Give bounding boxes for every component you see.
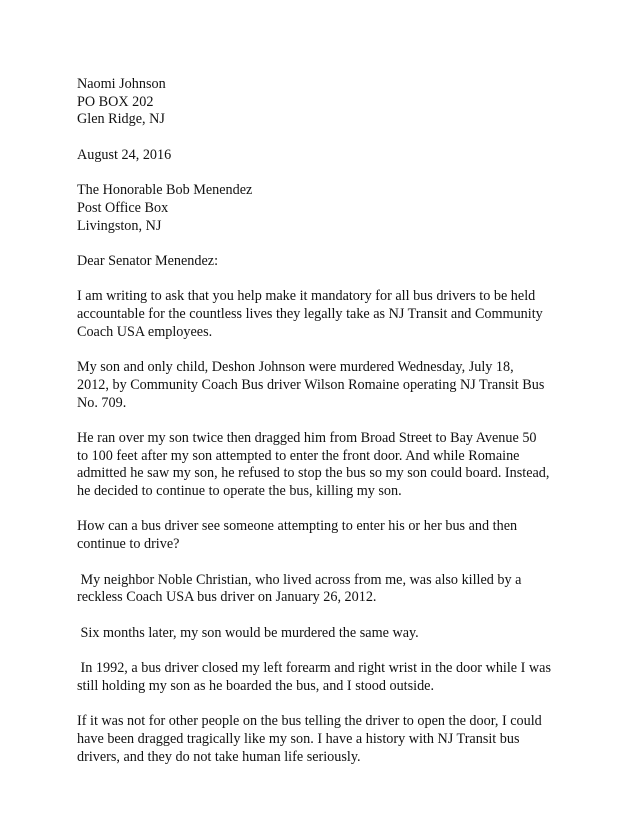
- recipient-name: The Honorable Bob Menendez: [77, 182, 253, 199]
- paragraph-line: In 1992, a bus driver closed my left forearm and right wrist in the door while I was: [77, 660, 551, 677]
- paragraph-line: accountable for the countless lives they legally take as NJ Transit and Community: [77, 306, 543, 323]
- salutation-text: Dear Senator Menendez:: [77, 252, 219, 269]
- paragraph-line: 2012, by Community Coach Bus driver Wilson Romaine operating NJ Transit Bus: [77, 376, 545, 393]
- recipient-address-line2: Livingston, NJ: [77, 217, 162, 234]
- paragraph-7: [77, 660, 565, 695]
- paragraph-5: [77, 572, 565, 607]
- sender-address-line1: PO BOX 202: [77, 93, 154, 110]
- paragraph-line: have been dragged tragically like my son. I have a history with NJ Transit bus: [77, 730, 520, 747]
- paragraph-6: [77, 625, 565, 643]
- paragraph-line: drivers, and they do not take human life seriously.: [77, 748, 361, 765]
- paragraph-line: to 100 feet after my son attempted to enter the front door. And while Romaine: [77, 447, 520, 464]
- paragraph-line: admitted he saw my son, he refused to stop the bus so my son could board. Instead,: [77, 465, 550, 482]
- paragraph-line: No. 709.: [77, 394, 127, 411]
- paragraph-8: [77, 713, 565, 766]
- paragraph-line: I am writing to ask that you help make it mandatory for all bus drivers to be held: [77, 288, 536, 305]
- paragraph-line: If it was not for other people on the bus telling the driver to open the door, I could: [77, 713, 542, 730]
- paragraph-line: He ran over my son twice then dragged him from Broad Street to Bay Avenue 50: [77, 429, 537, 446]
- paragraph-4: [77, 518, 565, 553]
- letter-body: [77, 76, 565, 784]
- letter-date: [77, 147, 565, 165]
- salutation: [77, 253, 565, 271]
- recipient-address: [77, 182, 565, 235]
- paragraph-3: [77, 430, 565, 501]
- paragraph-line: Six months later, my son would be murdered the same way.: [77, 624, 419, 641]
- recipient-address-line1: Post Office Box: [77, 199, 169, 216]
- sender-name: Naomi Johnson: [77, 76, 166, 92]
- paragraph-line: still holding my son as he boarded the bus, and I stood outside.: [77, 677, 435, 694]
- paragraph-line: My neighbor Noble Christian, who lived across from me, was also killed by a: [77, 571, 522, 588]
- paragraph-line: continue to drive?: [77, 536, 180, 553]
- paragraph-line: he decided to continue to operate the bus, killing my son.: [77, 483, 402, 500]
- paragraph-line: How can a bus driver see someone attempting to enter his or her bus and then: [77, 518, 518, 535]
- paragraph-line: reckless Coach USA bus driver on January 26, 2012.: [77, 589, 377, 606]
- paragraph-line: My son and only child, Deshon Johnson were murdered Wednesday, July 18,: [77, 359, 514, 376]
- paragraph-1: [77, 288, 565, 341]
- sender-address-line2: Glen Ridge, NJ: [77, 111, 165, 128]
- sender-address: [77, 76, 565, 129]
- date-text: August 24, 2016: [77, 146, 172, 163]
- paragraph-2: [77, 359, 565, 412]
- paragraph-line: Coach USA employees.: [77, 323, 213, 340]
